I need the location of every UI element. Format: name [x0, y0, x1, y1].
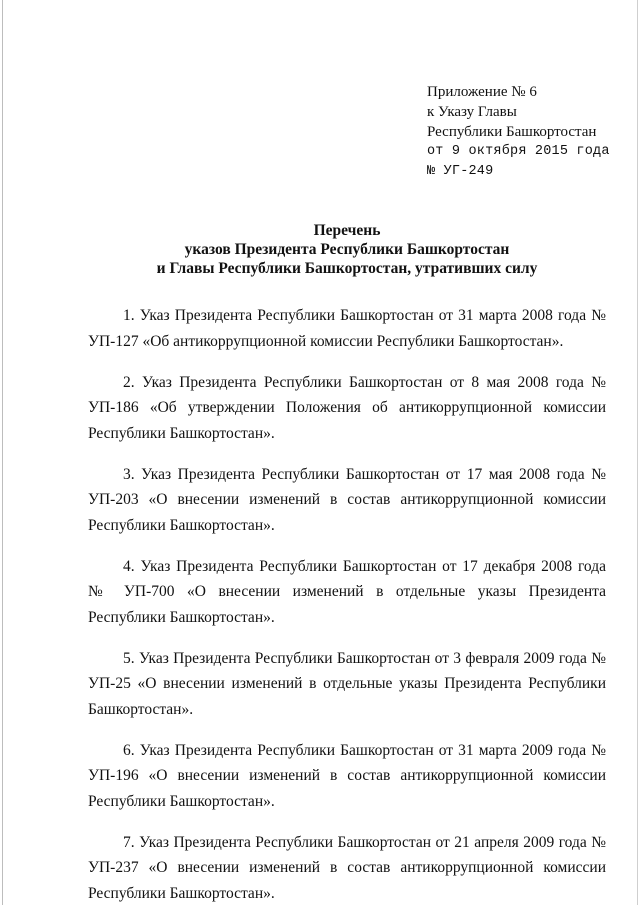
title-line-2: указов Президента Республики Башкортостан	[184, 241, 510, 258]
appendix-header	[427, 82, 627, 182]
decree-item: 2. Указ Президента Республики Башкортостан от 8 мая 2008 года № УП-186 «Об утверждении Положения об антикоррупционной комиссии Республики Башкортостан».	[88, 373, 606, 442]
document-title	[0, 221, 640, 278]
appendix-decree-ref: к Указу Главы	[427, 104, 517, 120]
page-left-edge	[2, 0, 3, 905]
appendix-decree-number: № УГ-249	[427, 164, 494, 179]
decree-item: 7. Указ Президента Республики Башкортостан от 21 апреля 2009 года № УП-237 «О внесении изменений в состав антикоррупционной комиссии Республики Башкортостан».	[88, 833, 606, 902]
decree-item: 1. Указ Президента Республики Башкортостан от 31 марта 2008 года № УП-127 «Об антикоррупционной комиссии Республики Башкортостан».	[88, 307, 606, 350]
decree-item: 4. Указ Президента Республики Башкортостан от 17 декабря 2008 года № УП-700 «О внесении изменений в отдельные указы Президента Республики Башкортостан».	[88, 557, 606, 626]
appendix-republic: Республики Башкортостан	[427, 124, 597, 140]
page-right-edge	[637, 0, 638, 905]
decree-item: 5. Указ Президента Республики Башкортостан от 3 февраля 2009 года № УП-25 «О внесении изменений в отдельные указы Президента Республики Башкортостан».	[88, 649, 606, 718]
appendix-date: от 9 октября 2015 года	[427, 144, 610, 159]
decree-item: 3. Указ Президента Республики Башкортостан от 17 мая 2008 года № УП-203 «О внесении изменений в состав антикоррупционной комиссии Республики Башкортостан».	[88, 465, 606, 534]
decree-list	[88, 303, 606, 922]
appendix-number: Приложение № 6	[427, 84, 537, 100]
decree-item: 6. Указ Президента Республики Башкортостан от 31 марта 2009 года № УП-196 «О внесении изменений в состав антикоррупционной комиссии Республики Башкортостан».	[88, 741, 606, 810]
title-line-3: и Главы Республики Башкортостан, утративших силу	[156, 260, 538, 277]
title-line-1: Перечень	[313, 222, 381, 239]
